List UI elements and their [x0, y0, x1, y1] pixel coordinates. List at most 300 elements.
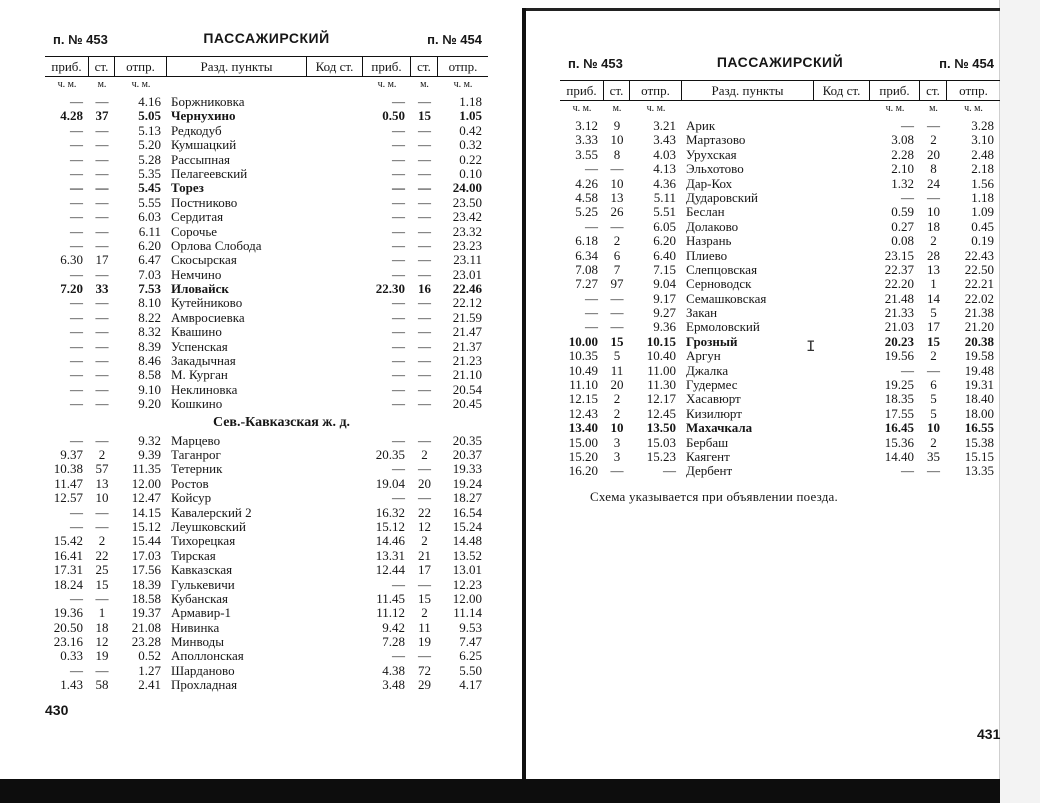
- departure-return-cell: 20.54: [452, 382, 482, 397]
- table-row: [560, 249, 1000, 263]
- departure-cell: 0.52: [138, 649, 161, 664]
- arrival-return-cell: —: [392, 210, 405, 225]
- station-name: Ермоловский: [686, 320, 760, 335]
- table-row: [45, 109, 488, 123]
- stop-return-cell: 10: [927, 421, 940, 436]
- arrival-cell: 11.47: [54, 476, 83, 491]
- station-name: Плиево: [686, 248, 728, 263]
- stop-return-cell: 13: [927, 262, 940, 277]
- arrival-return-cell: 22.30: [375, 282, 405, 297]
- arrival-cell: 16.20: [568, 464, 598, 479]
- station-name: Торез: [171, 181, 204, 196]
- station-code-cell: [814, 220, 870, 234]
- station-code-cell: [814, 450, 870, 464]
- stop-cell: 2: [613, 234, 621, 249]
- stop-return-cell: —: [418, 491, 431, 506]
- stop-cell: 3: [613, 435, 621, 450]
- departure-cell: 8.58: [138, 368, 161, 383]
- departure-cell: 9.27: [653, 306, 676, 321]
- departure-return-cell: 21.37: [452, 339, 482, 354]
- arrival-return-cell: 15.12: [375, 519, 405, 534]
- arrival-return-cell: 20.23: [884, 334, 914, 349]
- stop-cell: 3: [613, 449, 621, 464]
- departure-return-cell: 0.45: [971, 219, 994, 234]
- table-row: [45, 477, 488, 491]
- station-code-cell: [307, 549, 363, 563]
- station-name: Аргун: [686, 349, 721, 364]
- stop-cell: 19: [95, 649, 109, 664]
- station-name: Дар-Кох: [686, 176, 733, 191]
- arrival-cell: —: [585, 219, 598, 234]
- table-row: [560, 436, 1000, 450]
- departure-return-cell: 20.37: [452, 447, 482, 462]
- stop-return-cell: 15: [418, 109, 431, 124]
- stop-return-cell: 6: [930, 378, 937, 393]
- station-code-cell: [307, 253, 363, 267]
- table-row: [45, 354, 488, 368]
- stop-cell: —: [95, 591, 109, 606]
- stop-return-cell: —: [418, 166, 431, 181]
- station-code-cell: [814, 133, 870, 147]
- departure-cell: 10.40: [646, 349, 676, 364]
- arrival-return-cell: —: [392, 339, 405, 354]
- arrival-cell: 12.15: [568, 392, 598, 407]
- stop-cell: 15: [95, 577, 109, 592]
- station-name: Слепцовская: [686, 262, 758, 277]
- table-row: [45, 340, 488, 354]
- table-row: [560, 335, 1000, 349]
- station-name: Тирская: [171, 548, 216, 563]
- col-departure: отпр.: [630, 81, 682, 100]
- arrival-cell: 10.35: [568, 349, 598, 364]
- timetable-rows-donetsk: [45, 95, 488, 412]
- station-code-cell: [814, 292, 870, 306]
- table-row: [45, 167, 488, 181]
- departure-cell: 8.32: [138, 325, 161, 340]
- top-margin: [0, 0, 1040, 8]
- stop-return-cell: —: [418, 95, 431, 109]
- arrival-cell: 7.08: [575, 262, 598, 277]
- arrival-return-cell: 2.28: [891, 147, 914, 162]
- departure-return-cell: 19.58: [964, 349, 994, 364]
- departure-cell: 14.15: [131, 505, 161, 520]
- col-arrival-return: приб.: [363, 57, 411, 76]
- table-row: [45, 138, 488, 152]
- stop-cell: 13: [610, 190, 624, 205]
- station-name: Прохладная: [171, 678, 238, 693]
- stop-return-cell: —: [418, 267, 431, 282]
- arrival-return-cell: 22.20: [884, 277, 914, 292]
- stop-cell: 37: [95, 109, 109, 124]
- departure-cell: 9.20: [138, 397, 161, 412]
- station-name: Мартазово: [686, 133, 746, 148]
- departure-cell: 4.16: [138, 95, 161, 109]
- train-type-title: ПАССАЖИРСКИЙ: [716, 54, 844, 70]
- station-code-cell: [307, 462, 363, 476]
- departure-cell: 5.11: [653, 190, 676, 205]
- departure-return-cell: 2.18: [971, 162, 994, 177]
- units-row: ч. м. м. ч. м. ч. м. м. ч. м.: [572, 103, 983, 114]
- stop-cell: —: [95, 382, 109, 397]
- table-row: [45, 549, 488, 563]
- arrival-cell: —: [70, 354, 83, 369]
- stop-cell: 2: [613, 406, 621, 421]
- departure-return-cell: 18.00: [964, 406, 994, 421]
- station-code-cell: [814, 436, 870, 450]
- arrival-cell: 7.27: [575, 277, 598, 292]
- table-row: [560, 349, 1000, 363]
- station-name: Серноводск: [686, 277, 752, 292]
- station-name: Скосырская: [171, 253, 237, 268]
- departure-return-cell: 23.23: [452, 238, 482, 253]
- stop-return-cell: —: [418, 123, 431, 138]
- stop-cell: 2: [613, 392, 621, 407]
- station-name: Кизилюрт: [686, 406, 742, 421]
- stop-return-cell: —: [418, 325, 431, 340]
- departure-cell: 7.03: [138, 267, 161, 282]
- station-code-cell: [814, 148, 870, 162]
- stop-cell: 25: [95, 563, 109, 578]
- station-name: Таганрог: [171, 447, 221, 462]
- departure-return-cell: 15.24: [452, 519, 482, 534]
- stop-return-cell: 20: [927, 147, 940, 162]
- table-row: [45, 368, 488, 382]
- departure-cell: 15.23: [646, 449, 676, 464]
- arrival-return-cell: —: [901, 464, 914, 479]
- timetable-rows-right: [560, 119, 1000, 479]
- book-gutter: [522, 8, 526, 783]
- station-name: Сердитая: [171, 210, 224, 225]
- stop-return-cell: 2: [930, 133, 937, 148]
- station-name: М. Курган: [171, 368, 228, 383]
- departure-cell: 3.21: [653, 119, 676, 133]
- stop-cell: 22: [95, 548, 109, 563]
- stop-cell: 33: [95, 282, 109, 297]
- station-code-cell: [307, 311, 363, 325]
- station-name: Немчино: [171, 267, 222, 282]
- arrival-cell: —: [70, 138, 83, 153]
- stop-cell: 9: [613, 119, 621, 133]
- station-name: Долаково: [686, 219, 739, 234]
- station-name: Минводы: [171, 635, 224, 650]
- stop-cell: —: [95, 267, 109, 282]
- departure-cell: 7.15: [653, 262, 676, 277]
- departure-return-cell: 14.48: [452, 534, 482, 549]
- table-row: [45, 664, 488, 678]
- departure-return-cell: 22.02: [964, 291, 994, 306]
- arrival-return-cell: 17.55: [884, 406, 914, 421]
- station-code-cell: [307, 649, 363, 663]
- arrival-cell: —: [70, 505, 83, 520]
- station-name: Кавказская: [171, 563, 233, 578]
- station-name: Беслан: [686, 205, 725, 220]
- arrival-return-cell: —: [392, 325, 405, 340]
- table-row: [45, 606, 488, 620]
- arrival-return-cell: 22.37: [884, 262, 914, 277]
- station-code-cell: [814, 205, 870, 219]
- station-code-cell: [814, 392, 870, 406]
- arrival-cell: —: [585, 291, 598, 306]
- stop-return-cell: —: [927, 119, 940, 133]
- arrival-cell: 12.43: [568, 406, 598, 421]
- stop-cell: —: [95, 433, 109, 448]
- station-code-cell: [814, 249, 870, 263]
- stop-cell: 1: [98, 606, 106, 621]
- station-code-cell: [814, 378, 870, 392]
- station-name: Амвросиевка: [171, 310, 245, 325]
- table-row: [560, 364, 1000, 378]
- departure-return-cell: 12.23: [452, 577, 482, 592]
- arrival-cell: —: [70, 224, 83, 239]
- departure-return-cell: 22.46: [452, 282, 482, 297]
- col-stop: ст.: [604, 81, 630, 100]
- arrival-return-cell: 16.45: [884, 421, 914, 436]
- stop-cell: —: [610, 464, 624, 479]
- stop-return-cell: 20: [418, 476, 431, 491]
- stop-return-cell: 5: [930, 406, 937, 421]
- stop-return-cell: 29: [418, 678, 431, 693]
- arrival-return-cell: 3.48: [382, 678, 405, 693]
- departure-return-cell: 21.38: [964, 306, 994, 321]
- stop-cell: —: [95, 296, 109, 311]
- arrival-return-cell: 0.50: [382, 109, 405, 124]
- station-name: Бербаш: [686, 435, 729, 450]
- table-row: [45, 448, 488, 462]
- table-row: [45, 578, 488, 592]
- units-row: ч. м. м. ч. м. ч. м. м. ч. м.: [57, 79, 473, 90]
- arrival-return-cell: 3.08: [891, 133, 914, 148]
- stop-cell: —: [95, 195, 109, 210]
- departure-cell: 6.20: [653, 234, 676, 249]
- departure-cell: 9.04: [653, 277, 676, 292]
- station-code-cell: [307, 340, 363, 354]
- station-code-cell: [307, 678, 363, 692]
- stop-return-cell: 16: [418, 282, 431, 297]
- departure-return-cell: 22.12: [452, 296, 482, 311]
- table-row: [560, 133, 1000, 147]
- departure-return-cell: 21.10: [452, 368, 482, 383]
- table-row: [45, 462, 488, 476]
- arrival-return-cell: —: [901, 190, 914, 205]
- departure-return-cell: 19.24: [452, 476, 482, 491]
- arrival-cell: 15.00: [568, 435, 598, 450]
- stop-return-cell: 2: [930, 234, 937, 249]
- arrival-return-cell: —: [392, 310, 405, 325]
- station-code-cell: [307, 368, 363, 382]
- stop-return-cell: 15: [927, 334, 940, 349]
- departure-return-cell: 7.47: [459, 635, 482, 650]
- departure-cell: —: [663, 464, 676, 479]
- table-row: [560, 392, 1000, 406]
- departure-return-cell: 21.23: [452, 354, 482, 369]
- station-name: Марцево: [171, 433, 221, 448]
- arrival-return-cell: —: [392, 433, 405, 448]
- right-page-header: [560, 52, 1000, 74]
- departure-cell: 9.36: [653, 320, 676, 335]
- arrival-return-cell: 21.33: [884, 306, 914, 321]
- stop-return-cell: 12: [418, 519, 431, 534]
- text-cursor-icon: I: [806, 338, 816, 356]
- timetable-rows-north-caucasus: [45, 434, 488, 693]
- departure-cell: 15.03: [646, 435, 676, 450]
- station-name: Шарданово: [171, 663, 235, 678]
- arrival-cell: —: [70, 433, 83, 448]
- stop-return-cell: 8: [930, 162, 937, 177]
- departure-cell: 5.55: [138, 195, 161, 210]
- departure-cell: 9.39: [138, 447, 161, 462]
- stop-return-cell: 14: [927, 291, 940, 306]
- station-code-cell: [814, 335, 870, 349]
- departure-return-cell: 15.38: [964, 435, 994, 450]
- stop-cell: 58: [95, 678, 109, 693]
- departure-cell: 17.56: [131, 563, 161, 578]
- table-row: [45, 225, 488, 239]
- station-name: Арик: [686, 119, 716, 133]
- arrival-cell: —: [70, 519, 83, 534]
- table-row: [560, 407, 1000, 421]
- departure-cell: 6.20: [138, 238, 161, 253]
- page-number-right: 431: [977, 726, 1001, 742]
- departure-cell: 3.43: [653, 133, 676, 148]
- station-name: Кумшацкий: [171, 138, 237, 153]
- table-row: [45, 268, 488, 282]
- page-number-left: 430: [45, 702, 69, 718]
- arrival-cell: 10.00: [568, 334, 598, 349]
- station-code-cell: [307, 325, 363, 339]
- table-row: [45, 592, 488, 606]
- departure-return-cell: 0.42: [459, 123, 482, 138]
- departure-cell: 9.17: [653, 291, 676, 306]
- departure-cell: 15.12: [131, 519, 161, 534]
- departure-cell: 5.05: [138, 109, 161, 124]
- stop-cell: 10: [610, 421, 624, 436]
- arrival-return-cell: —: [392, 253, 405, 268]
- station-name: Эльхотово: [686, 162, 744, 177]
- station-name: Пелагеевский: [171, 166, 248, 181]
- arrival-cell: —: [70, 339, 83, 354]
- arrival-cell: 6.30: [60, 253, 83, 268]
- arrival-cell: —: [70, 238, 83, 253]
- arrival-cell: —: [70, 152, 83, 167]
- arrival-return-cell: 1.32: [891, 176, 914, 191]
- departure-return-cell: 22.50: [964, 262, 994, 277]
- departure-cell: 13.50: [646, 421, 676, 436]
- arrival-cell: —: [70, 181, 83, 196]
- station-code-cell: [307, 225, 363, 239]
- arrival-return-cell: 21.48: [884, 291, 914, 306]
- departure-return-cell: 3.10: [971, 133, 994, 148]
- stop-cell: —: [95, 138, 109, 153]
- table-row: [45, 181, 488, 195]
- station-name: Чернухино: [171, 109, 236, 124]
- departure-cell: 18.58: [131, 591, 161, 606]
- stop-cell: 10: [95, 491, 109, 506]
- stop-return-cell: 72: [418, 663, 431, 678]
- station-name: Кавалерский 2: [171, 505, 252, 520]
- station-code-cell: [307, 520, 363, 534]
- arrival-return-cell: 23.15: [884, 248, 914, 263]
- arrival-return-cell: 14.46: [375, 534, 405, 549]
- station-name: Успенская: [171, 339, 228, 354]
- departure-cell: 9.10: [138, 382, 161, 397]
- departure-return-cell: 23.50: [452, 195, 482, 210]
- stop-return-cell: 1: [930, 277, 937, 292]
- table-row: [45, 311, 488, 325]
- departure-cell: 18.39: [131, 577, 161, 592]
- table-row: [45, 124, 488, 138]
- table-row: [560, 450, 1000, 464]
- arrival-cell: 7.20: [60, 282, 83, 297]
- stop-cell: 10: [610, 176, 624, 191]
- station-name: Махачкала: [686, 421, 753, 436]
- arrival-cell: —: [70, 310, 83, 325]
- station-name: Постниково: [171, 195, 238, 210]
- arrival-cell: 17.31: [53, 563, 83, 578]
- station-code-cell: [307, 124, 363, 138]
- arrival-return-cell: 11.12: [376, 606, 405, 621]
- arrival-cell: 18.24: [53, 577, 83, 592]
- stop-cell: —: [95, 339, 109, 354]
- stop-return-cell: 11: [418, 620, 431, 635]
- arrival-return-cell: —: [392, 296, 405, 311]
- col-departure-return: отпр.: [959, 83, 988, 98]
- departure-return-cell: 23.32: [452, 224, 482, 239]
- arrival-return-cell: 0.59: [891, 205, 914, 220]
- arrival-return-cell: 21.03: [884, 320, 914, 335]
- station-name: Койсур: [171, 491, 212, 506]
- station-name: Кубанская: [171, 591, 229, 606]
- station-name: Закан: [686, 306, 718, 321]
- stop-return-cell: —: [927, 190, 940, 205]
- arrival-return-cell: —: [392, 267, 405, 282]
- table-row: [45, 95, 488, 109]
- arrival-cell: 1.43: [60, 678, 83, 693]
- station-code-cell: [307, 664, 363, 678]
- table-row: [45, 296, 488, 310]
- stop-return-cell: —: [418, 649, 431, 664]
- departure-cell: 8.46: [138, 354, 161, 369]
- departure-cell: 6.03: [138, 210, 161, 225]
- arrival-cell: 4.28: [60, 109, 83, 124]
- station-code-cell: [814, 320, 870, 334]
- departure-cell: 12.47: [131, 491, 161, 506]
- table-row: [560, 263, 1000, 277]
- arrival-cell: 4.26: [575, 176, 598, 191]
- departure-cell: 8.39: [138, 339, 161, 354]
- station-name: Боржниковка: [171, 95, 245, 109]
- station-code-cell: [307, 383, 363, 397]
- departure-return-cell: 20.35: [452, 433, 482, 448]
- table-row: [45, 678, 488, 692]
- departure-return-cell: 0.10: [459, 166, 482, 181]
- station-code-cell: [307, 534, 363, 548]
- arrival-return-cell: —: [392, 462, 405, 477]
- departure-return-cell: 0.19: [971, 234, 994, 249]
- stop-cell: —: [610, 320, 624, 335]
- departure-cell: 8.22: [138, 310, 161, 325]
- arrival-return-cell: —: [392, 138, 405, 153]
- station-code-cell: [814, 119, 870, 133]
- arrival-cell: 5.25: [575, 205, 598, 220]
- table-row: [560, 205, 1000, 219]
- table-row: [45, 434, 488, 448]
- departure-cell: 6.40: [653, 248, 676, 263]
- departure-return-cell: 19.31: [964, 378, 994, 393]
- table-row: [45, 239, 488, 253]
- arrival-cell: 19.36: [53, 606, 83, 621]
- arrival-return-cell: —: [392, 397, 405, 412]
- table-row: [560, 177, 1000, 191]
